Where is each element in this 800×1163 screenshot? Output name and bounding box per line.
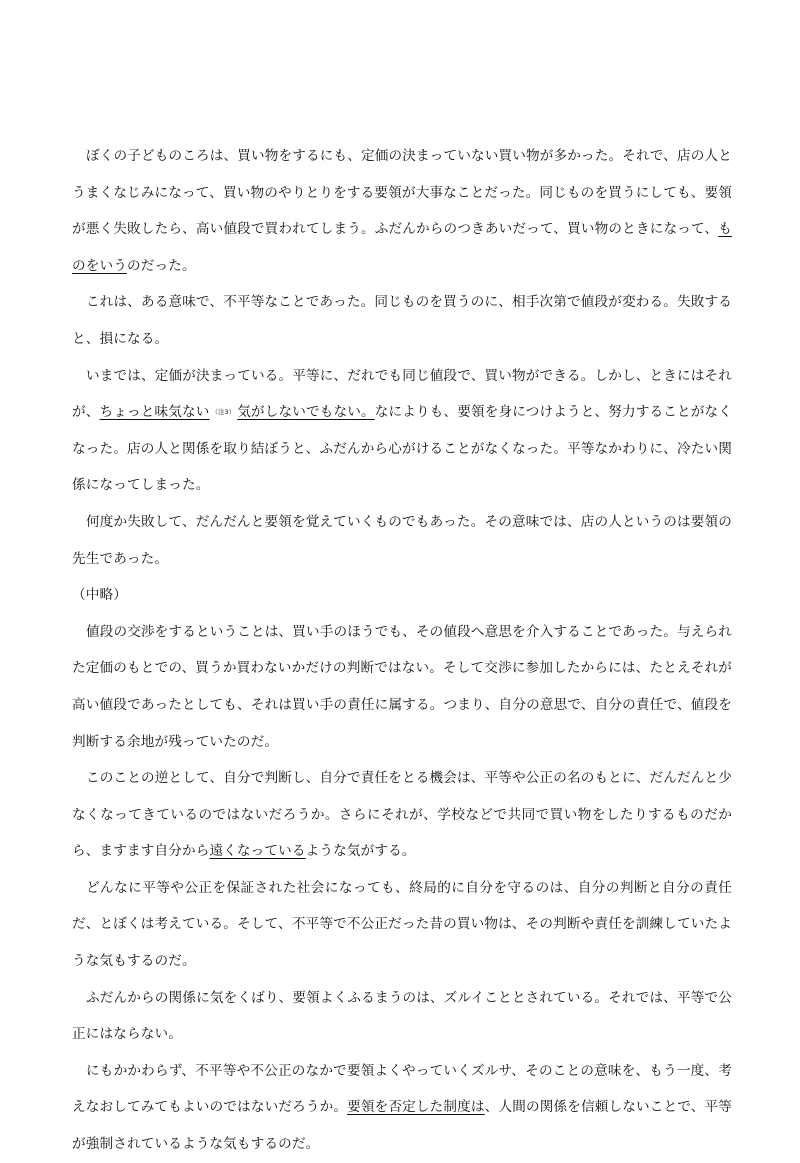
paragraph-text: なによりも、要領を身につけようと、努力することがなくなった。店の人と関係を取り結ぼうと、ふだんから心がけることがなくなった。平等なかわりに、冷たい関係になってしまった。 [72, 404, 732, 494]
paragraph [72, 138, 732, 284]
paragraph-text: これは、ある意味で、不平等なことであった。同じものを買うのに、相手次第で値段が変わる。失敗すると、損になる。 [72, 294, 732, 347]
paragraph-text: ふだんからの関係に気をくばり、要領よくふるまうのは、ズルイこととされている。それでは、平等で公正にはならない。 [72, 989, 732, 1043]
paragraph [72, 284, 732, 357]
paragraph [72, 1053, 732, 1163]
paragraph [72, 358, 732, 504]
paragraph [72, 760, 732, 870]
underlined-phrase: 要領を否定した制度は [347, 1099, 485, 1116]
footnote-marker: （注3） [211, 408, 236, 417]
paragraph-text: 値段の交渉をするということは、買い手のほうでも、その値段へ意思を介入することであった。与えられた定価のもとでの、買うか買わないかだけの判断ではない。そして交渉に参加したからには、たとえそれが高い値段であったとしても、それは買い手の責任に属する。つまり、自分の意思で、自分の責任で、値段を判断する余地が残っていたのだ。 [72, 623, 732, 750]
underlined-phrase: ちょっと味気ない [99, 404, 210, 421]
paragraph-text: どんなに平等や公正を保証された社会になっても、終局的に自分を守るのは、自分の判断と自分の責任だ、とぼくは考えている。そして、不平等で不公正だった昔の買い物は、その判断や責任を訓練していたような気もするのだ。 [72, 879, 732, 970]
paragraph-text: 何度か失敗して、だんだんと要領を覚えていくものでもあった。その意味では、店の人というのは要領の先生であった。 [72, 513, 732, 567]
paragraph [72, 870, 732, 980]
paragraph-text: ような気がする。 [305, 843, 416, 860]
paragraph [72, 577, 732, 614]
paragraph-text: （中略） [72, 587, 127, 604]
paragraph-text: いまでは、定価が決まっている。平等に、だれでも同じ値段で、買い物ができる。しかし、ときにはそれが、 [72, 367, 732, 421]
paragraph [72, 980, 732, 1053]
paragraph-text: ぼくの子どものころは、買い物をするにも、定価の決まっていない買い物が多かった。それで、店の人とうまくなじみになって、買い物のやりとりをする要領が大事なことだった。同じものを買うにしても、要領が悪く失敗したら、高い値段で買われてしまう。ふだんからのつきあいだって、買い物のときになって、 [72, 148, 732, 238]
paragraph-text: にもかかわらず、不平等や不公正のなかで要領よくやっていくズルサ、そのことの意味を、もう一度、考えなおしてみてもよいのではないだろうか。 [72, 1062, 732, 1116]
paragraph-text: のだった。 [126, 257, 196, 274]
paragraph [72, 614, 732, 760]
essay-text [72, 138, 732, 1163]
underlined-phrase: 気がしないでもない。 [237, 404, 375, 421]
paragraph-text: 、人間の関係を信頼しないことで、平等が強制されているような気もするのだ。 [72, 1099, 733, 1153]
paragraph-text: このことの逆として、自分で判断し、自分で責任をとる機会は、平等や公正の名のもとに、だんだんと少なくなってきているのではないだろうか。さらにそれが、学校などで共同で買い物をしたりするものだから、ますます自分から [72, 770, 732, 860]
underlined-phrase: 遠くなっている [209, 843, 306, 860]
paragraph [72, 504, 732, 577]
underlined-phrase: ものをいう [72, 221, 732, 274]
